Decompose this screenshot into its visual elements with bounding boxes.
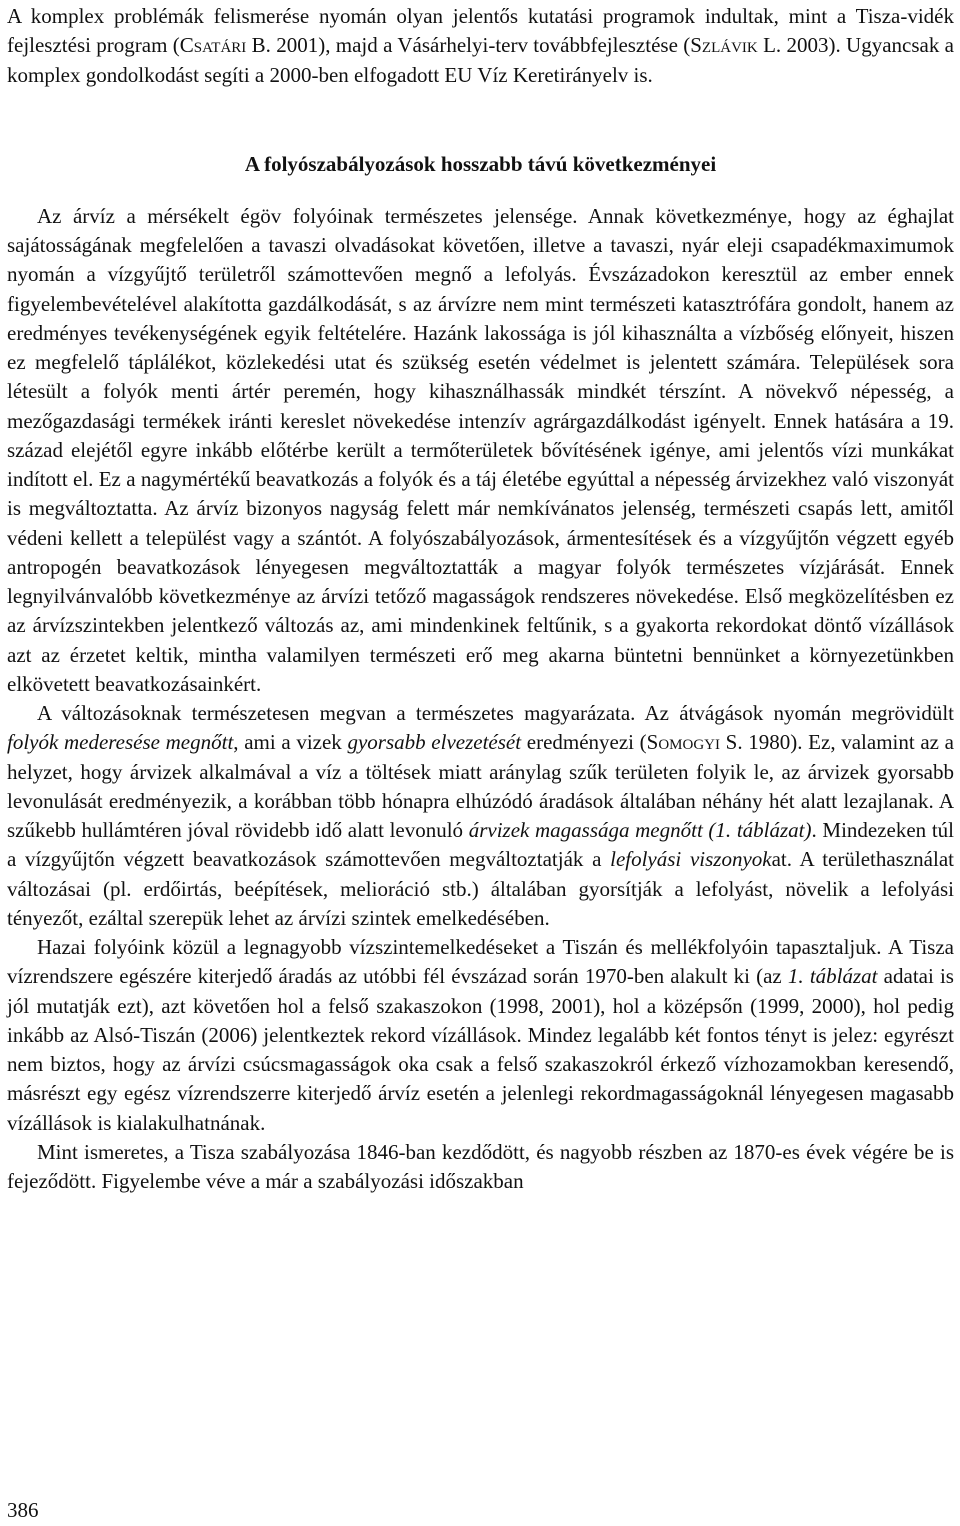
text-run: . Mindezeken túl a vízgyűjtőn végzett beavatkozások számottevően megváltoztatják a — [7, 818, 954, 872]
text-run: eredményezi ( — [521, 730, 647, 755]
page-number: 386 — [7, 1498, 39, 1522]
text-run: B. 2001), majd a Vásárhelyi-terv továbbfejlesztése ( — [246, 33, 691, 58]
text-run: at. A területhasználat változásai (pl. erdőirtás, beépítések, melioráció stb.) általában gyorsítják a lefolyást, növelik a lefolyási tényezőt, ezáltal szerepük lehet az árvízi szintek emelkedésében. — [7, 847, 954, 930]
paragraph-natural-explanation — [7, 699, 954, 933]
text-run: A komplex problémák felismerése nyomán olyan jelentős kutatási programok indultak, mint a Tisza-vidék fejlesztési program ( — [7, 4, 954, 58]
body-text — [7, 0, 954, 1196]
emphasis: 1. táblázat — [787, 964, 878, 989]
paragraph-tisza-levels — [7, 933, 954, 1138]
author-name: Szlávik — [690, 33, 758, 58]
text-run: , ami a vizek — [233, 730, 348, 755]
author-name: Somogyi — [646, 730, 721, 755]
emphasis: lefolyási viszonyok — [610, 847, 772, 872]
text-run: adatai is jól mutatják ezt), azt követően hol a felső szakaszokon (1998, 2001), hol a középsőn (1999, 2000), hol pedig inkább az Alsó-Tiszán (2006) jelentkeztek rekord vízállások. Mindez legalább két fontos tényt is jelez: egyrészt nem biztos, hogy az árvízi csúcsmagasságok oka csak a felső szakaszokról érkező vízhozamokban keresendő, másrészt egy egész vízrendszerre kiterjedő árvíz esetén a jelenlegi rekordmagasságoknál lényegesen magasabb vízállások is kialakulhatnának. — [7, 964, 954, 1135]
author-name: Csatári — [179, 33, 247, 58]
text-run: L. 2003). Ugyancsak a komplex gondolkodást segíti a 2000-ben elfogadott EU Víz Keretirányelv is. — [7, 33, 954, 87]
text-run: A változásoknak természetesen megvan a természetes magyarázata. Az átvágások nyomán megrövidült — [37, 701, 954, 725]
section-heading: A folyószabályozások hosszabb távú következményei — [244, 151, 717, 176]
emphasis: árvizek magassága megnőtt (1. táblázat) — [468, 818, 812, 842]
text-run: Hazai folyóink közül a legnagyobb vízszintemelkedéseket a Tiszán és mellékfolyóin tapasztaljuk. A Tisza vízrendszere egészére kiterjedő áradás az utóbbi fél évszázad során 1970-ben alakult ki (az — [7, 935, 954, 989]
emphasis: folyók mederesése megnőtt — [7, 730, 234, 755]
emphasis: gyorsabb elvezetését — [347, 730, 522, 755]
paragraph-flood-phenomenon: Az árvíz a mérsékelt égöv folyóinak természetes jelensége. Annak következménye, hogy az éghajlat sajátosságának megfelelően a tavaszi olvadásokat követően, illetve a tavaszi, nyár eleji csapadékmaximumok nyomán a vízgyűjtő területről számottevően megnő a lefolyás. Évszázadokon keresztül az ember ennek figyelembevételével alakította gazdálkodását, s az árvízre nem mint természeti katasztrófára gondolt, hanem az eredményes tevékenységének egyik feltételére. Hazánk lakossága is jól kihasználta a vízbőség előnyeit, hiszen ez megfelelő táplálékot, közlekedési utat és szükség esetén védelmet is jelentett számára. Települések sora létesült a folyók menti ártér peremén, hogy kihasználhassák mindkét térszínt. A növekvő népesség, a mezőgazdasági termékek iránti kereslet növekedése intenzív agrárgazdálkodást igényelt. Ennek hatására a 19. század elejétől egyre inkább előtérbe került a termőterületek bővítésének igénye, ami jelentős vízi munkákat indított el. Ez a nagymértékű beavatkozás a folyók és a táj életébe egyúttal a népesség árvizekhez való viszonyát is megváltoztatta. Az árvíz bizonyos nagyság felett már nemkívánatos jelenség, természeti csapás lett, amitől védeni kellett a települést vagy a szántót. A folyószabályozások, ármentesítések és a vízgyűjtőn végzett egyéb antropogén beavatkozások lényegesen megváltoztatták a magyar folyók természetes vízjárását. Ennek legnyilvánvalóbb következménye az árvízi tetőző magasságok rendszeres növekedése. Első megközelítésben ez az árvízszintekben jelentkező változás az, ami mindenkinek feltűnik, s a gyakorta rekordokat döntő vízállások azt az érzetet keltik, mintha valamilyen természeti erő meg akarna büntetni bennünket a környezetünkben elkövetett beavatkozásainkért. — [7, 203, 954, 696]
paragraph-intro — [7, 0, 954, 90]
text-run: S. 1980). Ez, valamint az a helyzet, hogy árvizek alkalmával a víz a töltések miatt aránylag szűk területen folyik le, az árvizek gyorsabb levonulását eredményezik, a korábban több hónapra elhúzódó áradások általában néhány hét alatt lezajlanak. A szűkebb hullámtéren jóval rövidebb idő alatt levonuló — [7, 730, 954, 842]
paragraph-tisza-regulation: Mint ismeretes, a Tisza szabályozása 1846-ban kezdődött, és nagyobb részben az 1870-es évek végére be is fejeződött. Figyelembe véve a már a szabályozási időszakban — [7, 1139, 954, 1193]
